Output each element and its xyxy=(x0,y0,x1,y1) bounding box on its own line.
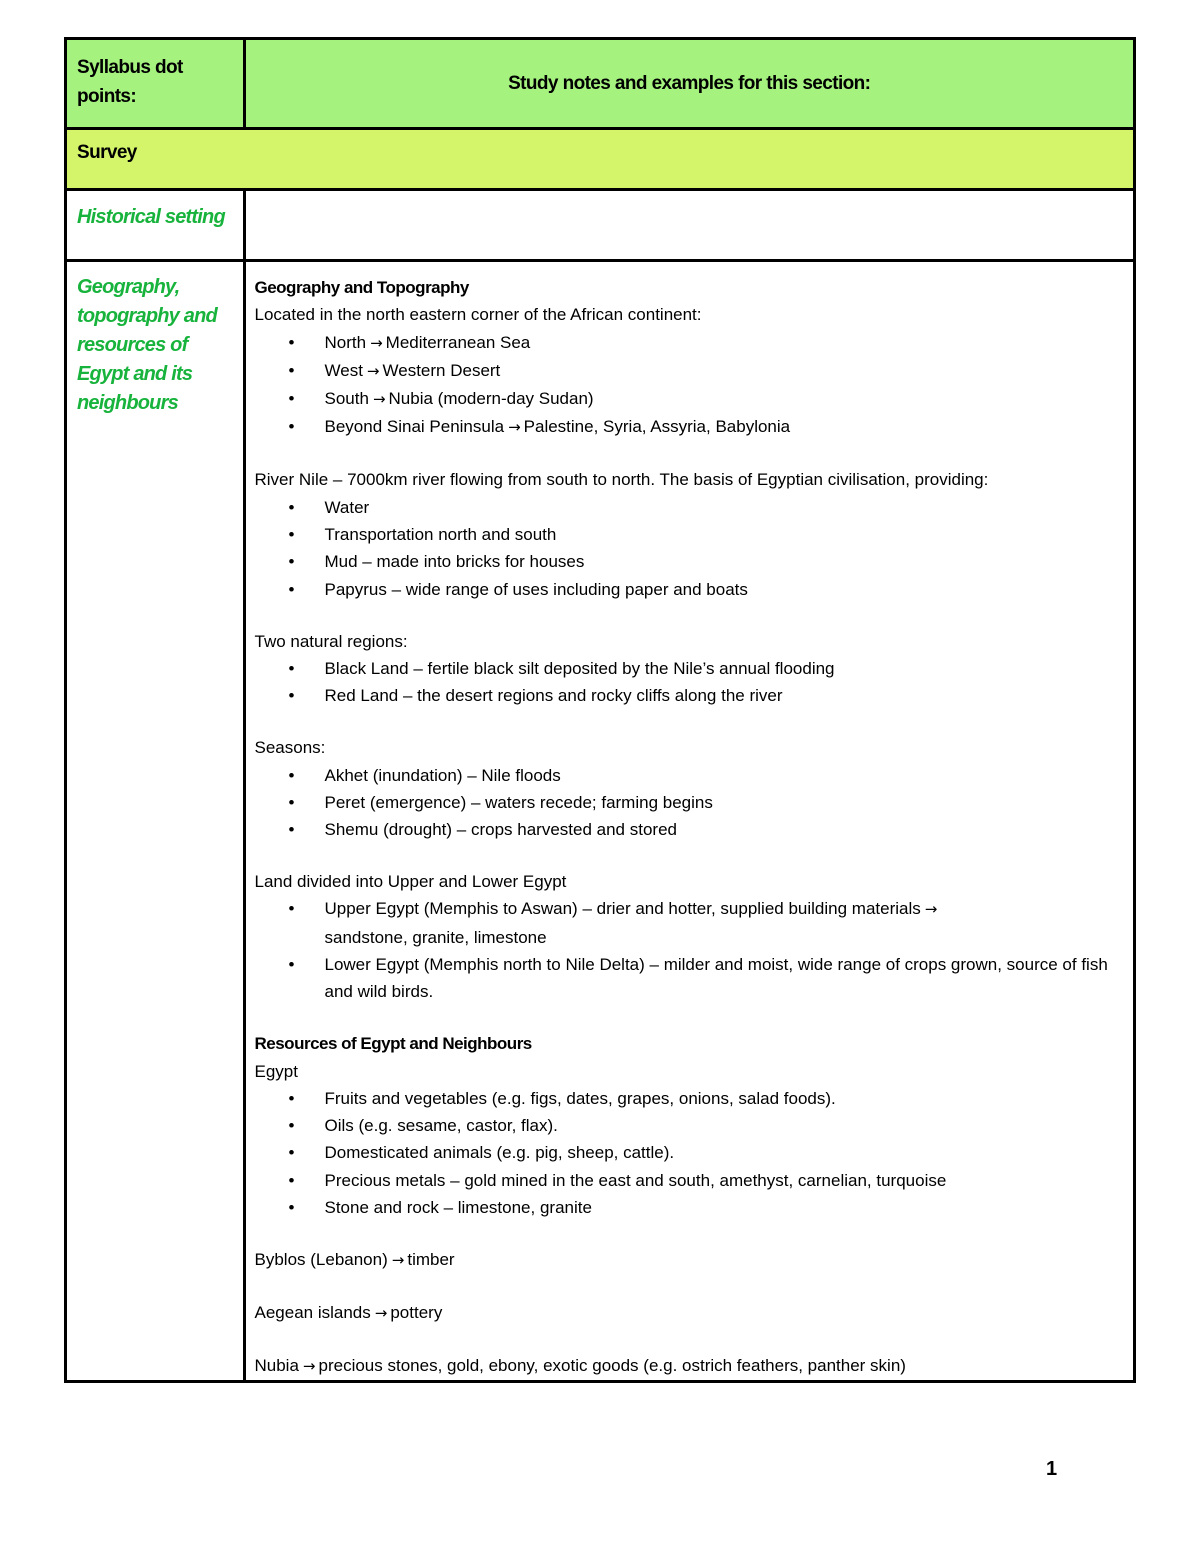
syllabus-header-cell: Syllabus dot points: xyxy=(66,39,245,129)
list-item: • Upper Egypt (Memphis to Aswan) – drier and hotter, supplied building materials → sandstone, granite, limestone xyxy=(255,895,1124,951)
resources-heading: Resources of Egypt and Neighbours xyxy=(254,1034,532,1054)
arrow-right-icon: → xyxy=(370,333,383,352)
bullet-icon: • xyxy=(288,579,295,599)
location-list xyxy=(255,329,1124,442)
geography-notes-cell xyxy=(244,261,1135,1382)
historical-setting-label: Historical setting xyxy=(66,190,245,261)
arrow-right-icon: → xyxy=(374,1304,388,1323)
list-item: • Fruits and vegetables (e.g. figs, dates, grapes, onions, salad foods). xyxy=(255,1085,1124,1112)
arrow-right-icon: → xyxy=(924,900,938,919)
list-item: • Water xyxy=(255,494,1124,521)
list-item: • Akhet (inundation) – Nile floods xyxy=(255,762,1124,789)
notes-header-cell: Study notes and examples for this section: xyxy=(244,39,1135,129)
seasons-list xyxy=(255,762,1124,844)
list-item: • Papyrus – wide range of uses including paper and boats xyxy=(255,576,1124,603)
bullet-icon: • xyxy=(288,525,295,545)
list-item: • West → Western Desert xyxy=(255,357,1124,385)
land-list xyxy=(255,895,1124,1005)
bullet-icon: • xyxy=(288,1088,295,1108)
seasons-intro: Seasons: xyxy=(254,738,326,758)
list-item: • Beyond Sinai Peninsula → Palestine, Syria, Assyria, Babylonia xyxy=(255,413,1124,441)
bullet-icon: • xyxy=(288,899,295,919)
list-item: • North → Mediterranean Sea xyxy=(255,329,1124,357)
nubia-line: Nubia → precious stones, gold, ebony, exotic goods (e.g. ostrich feathers, panther skin) xyxy=(254,1356,906,1375)
bullet-icon: • xyxy=(288,497,295,517)
list-item: • Stone and rock – limestone, granite xyxy=(255,1194,1124,1221)
table-header-row xyxy=(66,39,1135,129)
list-item: • Precious metals – gold mined in the east and south, amethyst, carnelian, turquoise xyxy=(255,1167,1124,1194)
arrow-right-icon: → xyxy=(302,1357,316,1375)
bullet-icon: • xyxy=(288,686,295,706)
bullet-icon: • xyxy=(288,417,295,437)
list-item: • Shemu (drought) – crops harvested and stored xyxy=(255,816,1124,843)
bullet-icon: • xyxy=(288,954,295,974)
regions-intro: Two natural regions: xyxy=(254,631,408,651)
land-intro: Land divided into Upper and Lower Egypt xyxy=(254,872,567,892)
study-notes-table xyxy=(64,37,1136,1383)
historical-setting-row xyxy=(66,190,1135,261)
bullet-icon: • xyxy=(288,332,295,352)
survey-row xyxy=(66,129,1135,190)
egypt-resources-list xyxy=(255,1085,1124,1221)
list-item: • Black Land – fertile black silt deposited by the Nile’s annual flooding xyxy=(255,655,1124,682)
historical-setting-notes-cell xyxy=(244,190,1135,261)
page-number: 1 xyxy=(1046,1458,1058,1480)
nile-list xyxy=(255,494,1124,603)
list-item: • Transportation north and south xyxy=(255,521,1124,548)
list-item: • South → Nubia (modern-day Sudan) xyxy=(255,385,1124,413)
bullet-icon: • xyxy=(288,552,295,572)
geography-label: Geography, topography and resources of Egypt and its neighbours xyxy=(66,261,245,1382)
arrow-right-icon: → xyxy=(366,361,380,380)
bullet-icon: • xyxy=(288,360,295,380)
egypt-label: Egypt xyxy=(254,1061,298,1081)
bullet-icon: • xyxy=(288,820,295,840)
arrow-right-icon: → xyxy=(508,418,521,437)
aegean-line: Aegean islands → pottery xyxy=(254,1303,443,1323)
bullet-icon: • xyxy=(288,1170,295,1190)
bullet-icon: • xyxy=(288,765,295,785)
bullet-icon: • xyxy=(288,1198,295,1218)
bullet-icon: • xyxy=(288,1143,295,1163)
byblos-line: Byblos (Lebanon) → timber xyxy=(254,1250,455,1270)
list-item: • Domesticated animals (e.g. pig, sheep, cattle). xyxy=(255,1139,1124,1166)
location-intro: Located in the north eastern corner of the African continent: xyxy=(254,305,702,325)
list-item: • Lower Egypt (Memphis north to Nile Delta) – milder and moist, wide range of crops grown, source of fish and wild birds. xyxy=(255,951,1124,1006)
list-item: • Oils (e.g. sesame, castor, flax). xyxy=(255,1112,1124,1139)
list-item: • Mud – made into bricks for houses xyxy=(255,548,1124,575)
geography-heading: Geography and Topography xyxy=(254,278,469,297)
nile-intro: River Nile – 7000km river flowing from south to north. The basis of Egyptian civilisation, providing: xyxy=(254,470,989,490)
survey-label: Survey xyxy=(66,129,1135,190)
bullet-icon: • xyxy=(288,389,295,409)
bullet-icon: • xyxy=(288,658,295,678)
arrow-right-icon: → xyxy=(372,390,386,409)
regions-list xyxy=(255,655,1124,710)
bullet-icon: • xyxy=(288,792,295,812)
list-item: • Red Land – the desert regions and rocky cliffs along the river xyxy=(255,682,1124,709)
arrow-right-icon: → xyxy=(391,1251,405,1270)
list-item: • Peret (emergence) – waters recede; farming begins xyxy=(255,789,1124,816)
geography-row xyxy=(66,261,1135,1382)
bullet-icon: • xyxy=(288,1116,295,1136)
